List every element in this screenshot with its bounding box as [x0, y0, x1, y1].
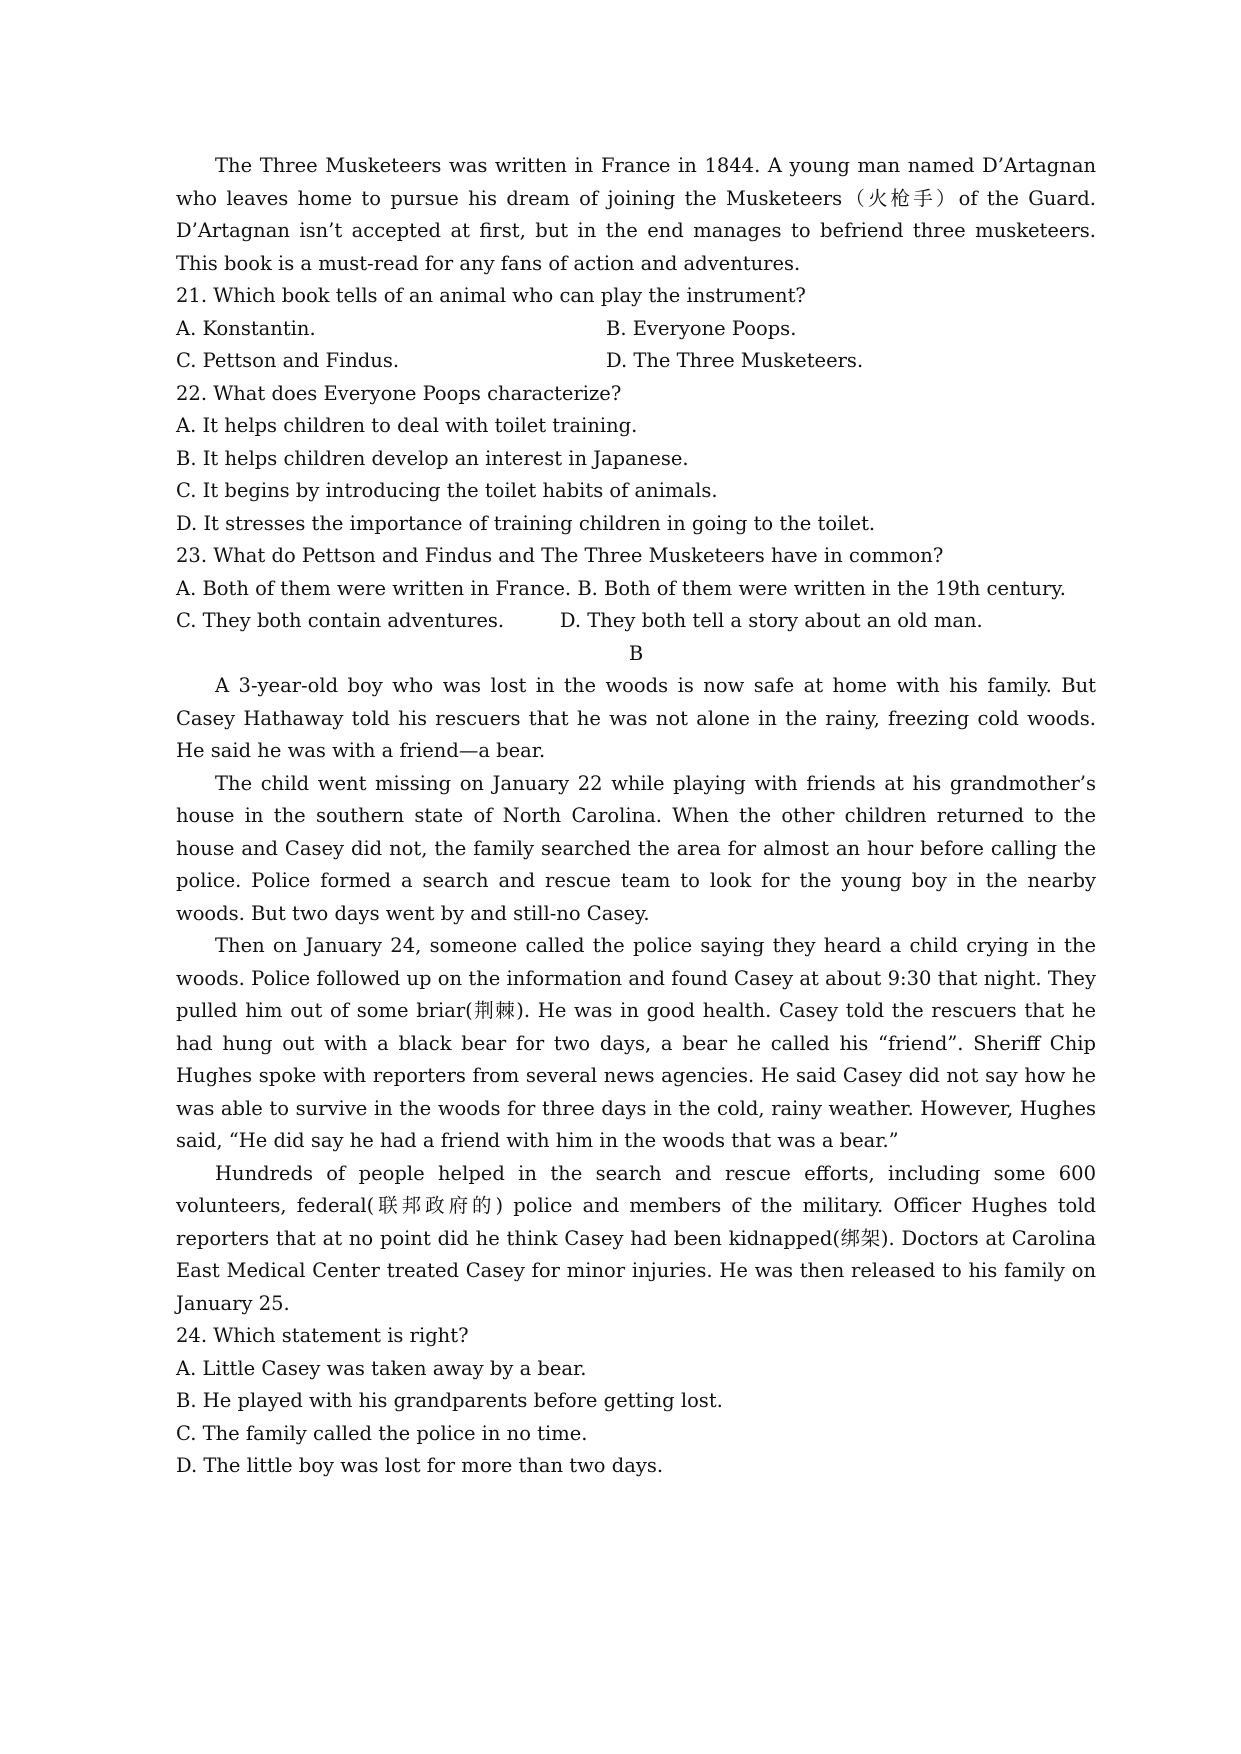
option-21-c: C. Pettson and Findus.	[176, 349, 400, 372]
option-21-d: D. The Three Musketeers.	[606, 349, 864, 372]
question-21-stem: 21. Which book tells of an animal who can play the instrument?	[176, 284, 806, 307]
question-22-stem: 22. What does Everyone Poops characterize?	[176, 381, 622, 405]
option-21-a: A. Konstantin.	[176, 316, 316, 340]
option-22-c: C. It begins by introducing the toilet habits of animals.	[176, 479, 718, 502]
passage-b-paragraph-1: A 3-year-old boy who was lost in the woods is now safe at home with his family. But Casey Hathaway told his rescuers that he was not alone in the rainy, freezing cold woods. He said he was with a friend—a bear.	[176, 674, 1096, 762]
option-22-d: D. It stresses the importance of training children in going to the toilet.	[176, 511, 876, 535]
passage-b-paragraph-4: Hundreds of people helped in the search and rescue efforts, including some 600 volunteers, federal(联邦政府的) police and members of the military. Officer Hughes told reporters that at no point did he think Casey had been kidnapped(绑架). Doctors at Carolina East Medical Center treated Casey for minor injuries. He was then released to his family on January 25.	[176, 1161, 1096, 1315]
passage-a-paragraph: The Three Musketeers was written in France in 1844. A young man named D’Artagnan who leaves home to pursue his dream of joining the Musketeers（火枪手）of the Guard. D’Artagnan isn’t accepted at first, but in the end manages to befriend three musketeers. This book is a must-read for any fans of action and adventures.	[176, 154, 1096, 275]
question-23	[176, 540, 1096, 638]
option-24-c: C. The family called the police in no time.	[176, 1421, 588, 1445]
question-23-stem: 23. What do Pettson and Findus and The Three Musketeers have in common?	[176, 544, 944, 567]
question-22	[176, 378, 1096, 541]
option-24-b: B. He played with his grandparents before getting lost.	[176, 1389, 723, 1412]
passage-b-paragraph-3: Then on January 24, someone called the police saying they heard a child crying in the woods. Police followed up on the information and found Casey at about 9:30 that night. They pulled him out of some briar(荆棘). He was in good health. Casey told the rescuers that he had hung out with a black bear for two days, a bear he called his “friend”. Sheriff Chip Hughes spoke with reporters from several news agencies. He said Casey did not say how he was able to survive in the woods for three days in the cold, rainy weather. However, Hughes said, “He did say he had a friend with him in the woods that was a bear.”	[176, 934, 1096, 1152]
passage-b-paragraph-2: The child went missing on January 22 while playing with friends at his grandmother’s house in the southern state of North Carolina. When the other children returned to the house and Casey did not, the family searched the area for almost an hour before calling the police. Police formed a search and rescue team to look for the young boy in the nearby woods. But two days went by and still-no Casey.	[176, 771, 1096, 925]
question-21-options-ab	[176, 313, 1096, 346]
option-22-a: A. It helps children to deal with toilet training.	[176, 414, 638, 437]
question-24	[176, 1320, 1096, 1483]
question-24-stem: 24. Which statement is right?	[176, 1324, 469, 1347]
question-21	[176, 280, 1096, 378]
section-b-heading: B	[628, 641, 644, 665]
exam-page	[176, 150, 1096, 1483]
option-23-ab: A. Both of them were written in France. B. Both of them were written in the 19th century.	[176, 576, 1066, 600]
option-24-a: A. Little Casey was taken away by a bear.	[176, 1356, 587, 1380]
option-22-b: B. It helps children develop an interest in Japanese.	[176, 446, 689, 470]
option-21-b: B. Everyone Poops.	[606, 316, 797, 340]
option-23-cd: C. They both contain adventures. D. They both tell a story about an old man.	[176, 609, 983, 632]
question-21-options-cd	[176, 345, 1096, 378]
option-24-d: D. The little boy was lost for more than two days.	[176, 1454, 664, 1477]
